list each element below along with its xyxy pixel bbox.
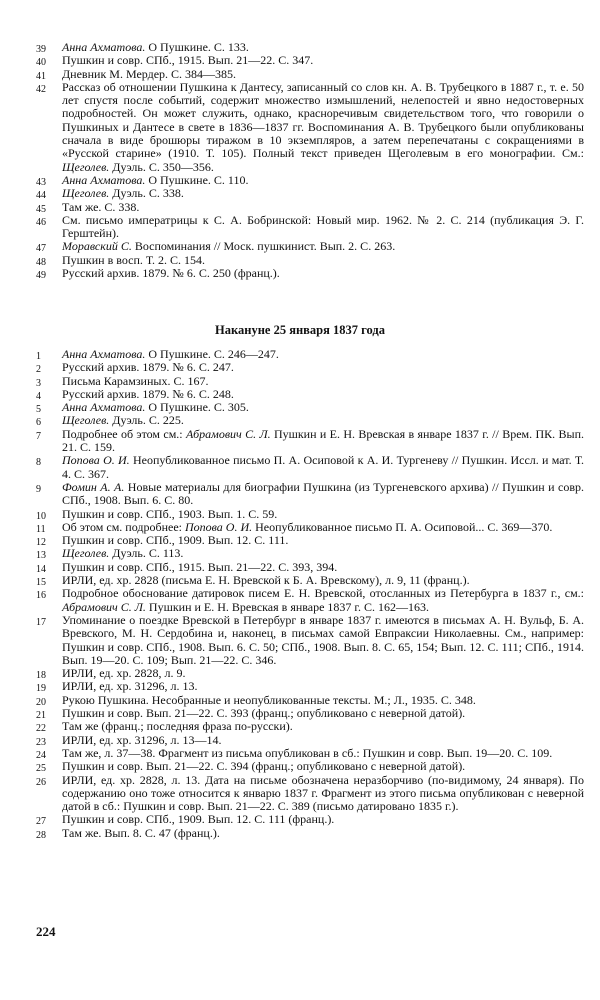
endnote xyxy=(36,692,584,708)
endnote xyxy=(36,347,584,362)
endnote-text xyxy=(62,240,584,253)
endnote xyxy=(36,360,584,376)
endnote-text xyxy=(62,254,584,267)
endnote-text xyxy=(62,414,584,427)
endnote-segment: Пушкин и совр. СПб., 1915. Вып. 21—22. С. 393, 394. xyxy=(62,559,338,574)
endnote-segment: См. письмо императрицы к С. А. Бобринской: Новый мир. 1962. № 2. С. 214 (публикация Э. Г. Герштейн). xyxy=(62,212,584,241)
endnote xyxy=(36,772,584,814)
endnote-segment: Дуэль. С. 113. xyxy=(109,546,184,561)
endnote-number: 25 xyxy=(36,763,46,775)
endnote-segment: ИРЛИ, ед. хр. 2828, л. 9. xyxy=(62,666,186,681)
endnote-text xyxy=(62,547,584,560)
endnote-text xyxy=(62,774,584,814)
endnote-number: 20 xyxy=(36,696,46,708)
endnote xyxy=(36,79,584,174)
endnote-text xyxy=(62,174,584,187)
endnote-number: 4 xyxy=(36,390,41,402)
endnote-segment: О Пушкине. С. 305. xyxy=(145,400,249,415)
endnote-number: 43 xyxy=(36,176,46,188)
endnote-author: Анна Ахматова. xyxy=(62,347,146,361)
endnote-author: Анна Ахматова. xyxy=(62,400,146,415)
endnote-segment: Русский архив. 1879. № 6. С. 247. xyxy=(62,360,234,375)
endnote-segment: Пушкин и совр. СПб., 1903. Вып. 1. С. 59. xyxy=(62,506,278,521)
endnote-number: 27 xyxy=(36,816,46,828)
endnote xyxy=(36,172,584,188)
endnote xyxy=(36,732,584,748)
endnote-number: 6 xyxy=(36,417,41,429)
endnote-author: Фомин А. А. xyxy=(62,479,125,494)
endnote-segment: Воспоминания // Моск. пушкинист. Вып. 2. С. 263. xyxy=(131,239,396,254)
endnote-text xyxy=(62,521,584,534)
endnote xyxy=(36,40,584,55)
endnote xyxy=(36,586,584,614)
endnote-text xyxy=(62,707,584,720)
endnote-segment: Русский архив. 1879. № 6. С. 250 (франц.). xyxy=(62,266,280,281)
endnote-number: 46 xyxy=(36,216,46,228)
endnote-segment: Новые материалы для биографии Пушкина (из Тургеневского архива) // Пушкин и совр. СПб., 1908. Вып. 6. С. 80. xyxy=(62,479,585,508)
endnote-author: Абрамович С. Л. xyxy=(62,599,146,614)
endnote-segment: Пушкин и Е. Н. Вревская в январе 1837 г. // Врем. ПК. Вып. 21. С. 159. xyxy=(62,426,584,455)
endnote-author: Попова О. И. xyxy=(185,519,253,534)
endnote-segment: ИРЛИ, ед. хр. 31296, л. 13—14. xyxy=(62,732,222,747)
endnote-number: 24 xyxy=(36,749,46,761)
page-number: 224 xyxy=(36,924,56,939)
endnote-author: Анна Ахматова. xyxy=(62,172,146,187)
endnote-text xyxy=(62,574,584,587)
endnote-number: 19 xyxy=(36,683,46,695)
endnote xyxy=(36,266,584,282)
endnote-number: 2 xyxy=(36,364,41,376)
endnote xyxy=(36,252,584,268)
endnote xyxy=(36,373,584,389)
endnote-text xyxy=(62,534,584,547)
endnote-number: 10 xyxy=(36,510,46,522)
endnote-number: 7 xyxy=(36,430,41,442)
endnote-number: 3 xyxy=(36,377,41,389)
endnote-text xyxy=(62,428,584,455)
endnote-segment: Подробнее об этом см.: xyxy=(62,426,186,441)
endnote xyxy=(36,199,584,215)
endnote-number: 47 xyxy=(36,243,46,255)
endnote-number: 5 xyxy=(36,404,41,416)
endnote-text xyxy=(62,760,584,773)
endnote-number: 18 xyxy=(36,670,46,682)
endnote-number: 17 xyxy=(36,616,46,628)
endnote-segment: Пушкин и совр. Вып. 21—22. С. 393 (франц.; опубликовано с неверной датой). xyxy=(62,706,466,721)
endnote-segment: О Пушкине. С. 133. xyxy=(145,40,249,54)
endnote-number: 11 xyxy=(36,523,46,535)
endnote-number: 45 xyxy=(36,203,46,215)
endnote-text xyxy=(62,361,584,374)
endnote xyxy=(36,825,584,841)
endnote-number: 14 xyxy=(36,563,46,575)
endnote xyxy=(36,759,584,775)
endnote-text xyxy=(62,587,584,614)
endnote-author: Моравский С. xyxy=(62,239,132,254)
endnote xyxy=(36,212,584,241)
endnote-number: 26 xyxy=(36,776,46,788)
endnote-segment: Там же (франц.; последняя фраза по-русски). xyxy=(62,719,293,734)
endnotes-block-bottom xyxy=(36,348,584,840)
endnote-segment: Пушкин и совр. СПб., 1909. Вып. 12. С. 111. xyxy=(62,533,289,548)
endnote-text xyxy=(62,187,584,200)
endnote-number: 8 xyxy=(36,457,41,469)
endnote-number: 21 xyxy=(36,710,46,722)
endnote-segment: ИРЛИ, ед. хр. 2828, л. 13. Дата на письме обозначена неразборчиво (по-видимому, 24 января). По содержанию оно тоже относится к январю 1837 г. Фрагмент из этого письма опубликован с неверной датой в сб.: Пушкин и совр. Вып. 21—22. С. 389 (письмо датировано 1835 г.). xyxy=(62,772,584,814)
endnote xyxy=(36,745,584,761)
endnote-segment: Письма Карамзиных. С. 167. xyxy=(62,373,209,388)
endnote xyxy=(36,679,584,695)
endnote-text xyxy=(62,667,584,680)
endnote-number: 1 xyxy=(36,351,41,362)
endnote-author: Щеголев. xyxy=(62,546,110,561)
endnote-author: Попова О. И. xyxy=(62,453,130,468)
endnote-segment: Пушкин и совр. СПб., 1915. Вып. 21—22. С. 347. xyxy=(62,53,314,68)
endnote-number: 40 xyxy=(36,57,46,69)
endnote-number: 44 xyxy=(36,190,46,202)
endnote xyxy=(36,479,585,508)
endnote-segment: Неопубликованное письмо П. А. Осиповой... С. 369—370. xyxy=(252,519,553,534)
endnote-text xyxy=(62,375,584,388)
endnote-segment: Там же. Вып. 8. С. 47 (франц.). xyxy=(62,825,220,840)
endnote-text xyxy=(62,267,584,280)
endnote-segment: О Пушкине. С. 246—247. xyxy=(145,347,279,361)
endnote-segment: Пушкин и совр. СПб., 1909. Вып. 12. С. 111 (франц.). xyxy=(62,812,335,827)
endnote-segment: Пушкин в восп. Т. 2. С. 154. xyxy=(62,252,206,267)
endnote-segment: Неопубликованное письмо П. А. Осиповой к А. И. Тургеневу // Пушкин. Иссл. и мат. Т. 4. С. 367. xyxy=(62,453,585,481)
endnote xyxy=(36,426,584,455)
endnote xyxy=(36,706,584,722)
endnote-text xyxy=(62,508,584,521)
endnote-text xyxy=(62,720,584,733)
endnote xyxy=(36,666,584,682)
endnote xyxy=(36,400,584,416)
endnote-segment: Русский архив. 1879. № 6. С. 248. xyxy=(62,386,234,401)
endnote-segment: Там же. С. 338. xyxy=(62,199,140,214)
endnote-author: Щеголев. xyxy=(62,186,110,201)
endnote xyxy=(36,719,584,735)
endnote xyxy=(36,413,584,429)
endnote-number: 23 xyxy=(36,736,46,748)
endnote-number: 42 xyxy=(36,83,46,95)
endnote-number: 28 xyxy=(36,829,46,841)
endnotes-block-top xyxy=(36,41,584,280)
endnote-number: 12 xyxy=(36,537,46,549)
endnote-segment: ИРЛИ, ед. хр. 31296, л. 13. xyxy=(62,679,198,694)
endnote xyxy=(36,506,584,522)
endnote-number: 16 xyxy=(36,590,46,602)
endnote-text xyxy=(62,614,584,667)
endnote xyxy=(36,546,584,562)
endnote-number: 49 xyxy=(36,270,46,282)
endnote-text xyxy=(62,454,584,481)
endnote-number: 9 xyxy=(36,483,41,495)
endnote-author: Щеголев. xyxy=(62,159,110,174)
endnote-text xyxy=(62,747,584,760)
endnote-number: 39 xyxy=(36,44,46,55)
endnote-text xyxy=(62,401,584,414)
endnote xyxy=(36,386,584,402)
endnote-author: Анна Ахматова. xyxy=(62,40,146,54)
endnote-text xyxy=(62,81,584,174)
endnote-text xyxy=(62,348,584,361)
endnote-text xyxy=(62,827,584,840)
endnote xyxy=(36,53,584,69)
endnote xyxy=(36,239,584,255)
endnote xyxy=(36,533,584,549)
endnote-number: 22 xyxy=(36,723,46,735)
endnote-number: 15 xyxy=(36,577,46,589)
endnote-segment: Дуэль. С. 338. xyxy=(109,186,184,201)
endnote-segment: Об этом см. подробнее: xyxy=(62,519,185,534)
endnote-segment: Пушкин и совр. Вып. 21—22. С. 394 (франц.; опубликовано с неверной датой). xyxy=(62,759,466,774)
endnote-text xyxy=(62,734,584,747)
endnote xyxy=(36,453,585,481)
endnote xyxy=(36,519,584,535)
endnote-text xyxy=(62,68,584,81)
endnote-text xyxy=(62,813,584,826)
endnote-text xyxy=(62,561,584,574)
section-heading: Накануне 25 января 1837 года xyxy=(215,323,385,337)
endnote-segment: Упоминание о поездке Вревской в Петербург в январе 1837 г. имеются в письмах А. Н. Вульф, Б. А. Вревского, М. Н. Сердобина и, наконец, в письмах самой Евпраксии Николаевны. См., например: Пушкин и совр. СПб., 1908. Вып. 6. С. 50; СПб., 1908. Вып. 8. С. 65, 154; Вып. 12. С. 111; СПб., 1914. Вып. 19—20. С. 109; Вып. 21—22. С. 346. xyxy=(62,612,584,667)
endnote-author: Щеголев. xyxy=(62,413,110,428)
endnote-text xyxy=(62,41,584,54)
endnote-text xyxy=(62,680,584,693)
endnote-segment: Дуэль. С. 350—356. xyxy=(109,159,214,174)
endnote-segment: Дневник М. Мердер. С. 384—385. xyxy=(62,66,237,81)
endnote-segment: Рассказ об отношении Пушкина к Дантесу, записанный со слов кн. А. В. Трубецкого в 1887 г., т. е. 50 лет спустя после событий, содержит множество измышлений, нелепостей и явно недостоверных подробностей. Он может служить, однако, красноречивым свидетельством того, что говорили о Пушкиных и Дантесе в свете в 1836—1837 гг. Воспоминания А. В. Трубецкого были опубликованы сначала в виде брошюры тиражом в 10 экземпляров, а затем перепечатаны с сокращениями в «Русской старине» (1910. Т. 105). Полный текст приведен Щеголевым в его монографии. См.: xyxy=(62,79,584,161)
endnote-segment: Там же, л. 37—38. Фрагмент из письма опубликован в сб.: Пушкин и совр. Вып. 19—20. С. 109. xyxy=(62,745,553,760)
endnote-text xyxy=(62,214,584,241)
endnote xyxy=(36,186,584,202)
endnote-number: 41 xyxy=(36,70,46,82)
endnote-text xyxy=(62,54,584,67)
endnote-segment: Рукою Пушкина. Несобранные и неопубликованные тексты. М.; Л., 1935. С. 348. xyxy=(62,692,476,707)
endnote-number: 48 xyxy=(36,256,46,268)
endnote-segment: ИРЛИ, ед. хр. 2828 (письма Е. Н. Вревской к Б. А. Вревскому), л. 9, 11 (франц.). xyxy=(62,573,470,588)
endnote-segment: Подробное обоснование датировок писем Е. Н. Вревской, отосланных из Петербурга в 1837 г., см.: xyxy=(62,586,584,601)
endnote xyxy=(36,559,584,575)
endnote-segment: Дуэль. С. 225. xyxy=(109,413,184,428)
endnote xyxy=(36,812,584,828)
endnote-text xyxy=(62,201,584,214)
endnote-segment: О Пушкине. С. 110. xyxy=(145,172,249,187)
endnote-author: Абрамович С. Л. xyxy=(185,426,271,441)
endnote-text xyxy=(62,694,584,707)
endnote xyxy=(36,612,584,667)
endnote xyxy=(36,66,584,82)
endnote-segment: Пушкин и Е. Н. Вревская в январе 1837 г. С. 162—163. xyxy=(145,599,429,614)
endnote-text xyxy=(62,388,584,401)
endnote-number: 13 xyxy=(36,550,46,562)
endnote xyxy=(36,573,584,589)
endnote-text xyxy=(62,481,584,508)
